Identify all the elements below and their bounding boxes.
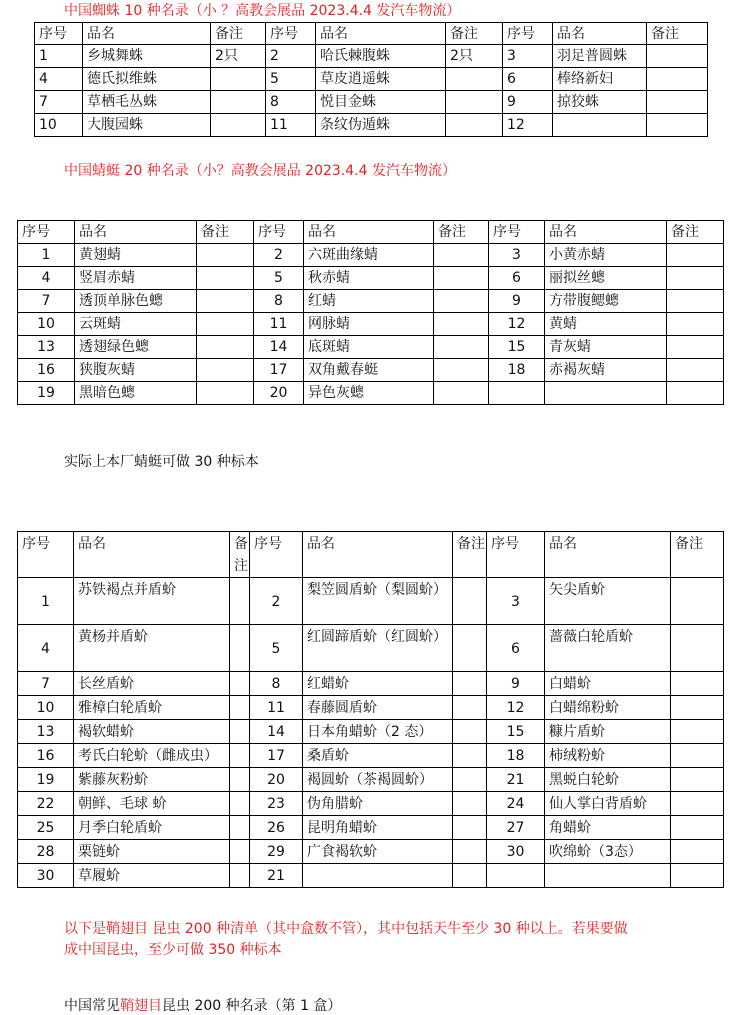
name-cell: 青灰蜻 bbox=[545, 336, 667, 359]
number-cell: 3 bbox=[489, 244, 545, 267]
number-cell: 2 bbox=[250, 578, 303, 625]
remark-cell bbox=[671, 792, 724, 816]
remark-cell bbox=[647, 68, 708, 91]
name-cell: 六斑曲缘蜻 bbox=[304, 244, 434, 267]
name-cell: 伪角腊蚧 bbox=[303, 792, 453, 816]
number-cell: 13 bbox=[18, 720, 74, 744]
number-cell: 30 bbox=[487, 840, 545, 864]
remark-cell bbox=[211, 68, 266, 91]
number-cell: 15 bbox=[487, 720, 545, 744]
number-cell: 20 bbox=[250, 768, 303, 792]
number-cell bbox=[489, 382, 545, 405]
remark-cell bbox=[434, 244, 489, 267]
remark-cell bbox=[671, 744, 724, 768]
dragonfly-table bbox=[17, 220, 724, 405]
number-cell: 20 bbox=[254, 382, 304, 405]
name-cell: 赤褐灰蜻 bbox=[545, 359, 667, 382]
table-row bbox=[18, 816, 724, 840]
number-cell bbox=[487, 864, 545, 888]
number-cell: 4 bbox=[18, 267, 75, 290]
name-cell: 广食褐软蚧 bbox=[303, 840, 453, 864]
beetle-note-line2: 成中国昆虫，至少可做 350 种标本 bbox=[64, 942, 282, 958]
name-cell: 矢尖盾蚧 bbox=[545, 578, 671, 625]
table-row bbox=[18, 625, 724, 672]
name-cell: 棒络新妇 bbox=[553, 68, 647, 91]
header-cell: 序号 bbox=[18, 221, 75, 244]
number-cell: 24 bbox=[487, 792, 545, 816]
name-cell: 黄蜻 bbox=[545, 313, 667, 336]
header-cell: 备注 bbox=[647, 23, 708, 45]
dragonfly-note: 实际上本厂蜻蜓可做 30 种标本 bbox=[64, 454, 259, 470]
remark-cell bbox=[230, 816, 250, 840]
name-cell: 黑暗色蟌 bbox=[75, 382, 197, 405]
number-cell: 7 bbox=[18, 672, 74, 696]
remark-cell bbox=[667, 267, 724, 290]
number-cell: 9 bbox=[489, 290, 545, 313]
name-cell: 双角戴春蜓 bbox=[304, 359, 434, 382]
header-cell: 品名 bbox=[553, 23, 647, 45]
remark-cell bbox=[197, 359, 254, 382]
number-cell: 9 bbox=[503, 91, 553, 114]
name-cell: 云斑蜻 bbox=[75, 313, 197, 336]
remark-cell bbox=[446, 68, 503, 91]
number-cell: 25 bbox=[18, 816, 74, 840]
number-cell: 3 bbox=[487, 578, 545, 625]
name-cell: 异色灰蟌 bbox=[304, 382, 434, 405]
name-cell: 乡城舞蛛 bbox=[83, 45, 211, 68]
number-cell: 7 bbox=[35, 91, 83, 114]
name-cell: 哈氏棘腹蛛 bbox=[316, 45, 446, 68]
name-cell: 苏铁褐点并盾蚧 bbox=[74, 578, 230, 625]
name-cell: 日本角蜡蚧（2 态） bbox=[303, 720, 453, 744]
remark-cell bbox=[230, 768, 250, 792]
number-cell: 21 bbox=[250, 864, 303, 888]
name-cell: 糠片盾蚧 bbox=[545, 720, 671, 744]
remark-cell bbox=[671, 840, 724, 864]
number-cell: 11 bbox=[266, 114, 316, 137]
remark-cell bbox=[230, 578, 250, 625]
header-cell: 品名 bbox=[74, 532, 230, 578]
name-cell bbox=[303, 864, 453, 888]
remark-cell bbox=[197, 313, 254, 336]
remark-cell bbox=[671, 816, 724, 840]
table-row bbox=[18, 744, 724, 768]
number-cell: 11 bbox=[250, 696, 303, 720]
table-row bbox=[18, 840, 724, 864]
name-cell: 栗链蚧 bbox=[74, 840, 230, 864]
number-cell: 14 bbox=[250, 720, 303, 744]
remark-cell bbox=[667, 336, 724, 359]
header-cell: 品名 bbox=[316, 23, 446, 45]
remark-cell: 2只 bbox=[446, 45, 503, 68]
header-cell: 备注 bbox=[197, 221, 254, 244]
number-cell: 6 bbox=[489, 267, 545, 290]
number-cell: 8 bbox=[266, 91, 316, 114]
number-cell: 7 bbox=[18, 290, 75, 313]
beetle-title-highlight: 鞘翅目 bbox=[120, 998, 162, 1014]
remark-cell bbox=[434, 336, 489, 359]
table-row bbox=[18, 768, 724, 792]
header-cell: 备注 bbox=[453, 532, 487, 578]
remark-cell bbox=[671, 864, 724, 888]
remark-cell bbox=[671, 672, 724, 696]
number-cell: 15 bbox=[489, 336, 545, 359]
number-cell: 13 bbox=[18, 336, 75, 359]
name-cell: 红蜻 bbox=[304, 290, 434, 313]
beetle-title-prefix: 中国常见 bbox=[64, 998, 120, 1014]
number-cell: 29 bbox=[250, 840, 303, 864]
table-row bbox=[18, 672, 724, 696]
remark-cell bbox=[453, 720, 487, 744]
remark-cell bbox=[647, 91, 708, 114]
number-cell: 6 bbox=[503, 68, 553, 91]
name-cell: 黄翅蜻 bbox=[75, 244, 197, 267]
number-cell: 2 bbox=[254, 244, 304, 267]
remark-cell bbox=[667, 244, 724, 267]
name-cell: 底斑蜻 bbox=[304, 336, 434, 359]
name-cell: 蔷薇白轮盾蚧 bbox=[545, 625, 671, 672]
name-cell: 方带腹鳃蟌 bbox=[545, 290, 667, 313]
beetle-title-suffix: 昆虫 200 种名录（第 1 盒） bbox=[162, 998, 342, 1014]
remark-cell bbox=[453, 744, 487, 768]
name-cell: 条纹伪遁蛛 bbox=[316, 114, 446, 137]
number-cell: 12 bbox=[503, 114, 553, 137]
beetle-note-line1: 以下是鞘翅目 昆虫 200 种清单（其中盒数不管），其中包括天牛至少 30 种以上。若果要做 bbox=[64, 921, 628, 937]
table-row bbox=[18, 244, 724, 267]
name-cell: 透翅绿色蟌 bbox=[75, 336, 197, 359]
remark-cell bbox=[230, 744, 250, 768]
remark-cell bbox=[230, 625, 250, 672]
remark-cell bbox=[434, 359, 489, 382]
spider-table bbox=[34, 22, 708, 137]
header-cell: 品名 bbox=[545, 221, 667, 244]
number-cell: 1 bbox=[18, 578, 74, 625]
number-cell: 18 bbox=[489, 359, 545, 382]
remark-cell bbox=[434, 382, 489, 405]
number-cell: 16 bbox=[18, 744, 74, 768]
number-cell: 4 bbox=[18, 625, 74, 672]
name-cell: 小黄赤蜻 bbox=[545, 244, 667, 267]
number-cell: 5 bbox=[266, 68, 316, 91]
number-cell: 27 bbox=[487, 816, 545, 840]
number-cell: 19 bbox=[18, 382, 75, 405]
remark-cell bbox=[434, 313, 489, 336]
remark-cell bbox=[453, 768, 487, 792]
header-cell: 序号 bbox=[35, 23, 83, 45]
remark-cell bbox=[197, 244, 254, 267]
remark-cell bbox=[211, 91, 266, 114]
table-row bbox=[18, 578, 724, 625]
remark-cell bbox=[453, 696, 487, 720]
header-cell: 备注 bbox=[667, 221, 724, 244]
remark-cell bbox=[230, 672, 250, 696]
header-cell: 序号 bbox=[503, 23, 553, 45]
number-cell: 5 bbox=[254, 267, 304, 290]
header-cell: 备注 bbox=[211, 23, 266, 45]
number-cell: 19 bbox=[18, 768, 74, 792]
table-row bbox=[18, 696, 724, 720]
name-cell: 考氏白轮蚧（雌成虫） bbox=[74, 744, 230, 768]
remark-cell bbox=[453, 840, 487, 864]
header-cell: 序号 bbox=[254, 221, 304, 244]
name-cell: 褐软蜡蚧 bbox=[74, 720, 230, 744]
header-cell: 序号 bbox=[250, 532, 303, 578]
remark-cell bbox=[230, 792, 250, 816]
remark-cell bbox=[453, 672, 487, 696]
header-row bbox=[18, 221, 724, 244]
remark-cell bbox=[434, 290, 489, 313]
table-row bbox=[18, 720, 724, 744]
number-cell: 3 bbox=[503, 45, 553, 68]
remark-cell bbox=[671, 625, 724, 672]
remark-cell bbox=[197, 290, 254, 313]
name-cell: 黑蜕白轮蚧 bbox=[545, 768, 671, 792]
name-cell: 网脉蜻 bbox=[304, 313, 434, 336]
number-cell: 17 bbox=[254, 359, 304, 382]
name-cell: 紫藤灰粉蚧 bbox=[74, 768, 230, 792]
beetle-list-title bbox=[64, 997, 341, 1015]
name-cell: 角蜡蚧 bbox=[545, 816, 671, 840]
remark-cell: 2只 bbox=[211, 45, 266, 68]
table-row bbox=[18, 313, 724, 336]
header-cell: 序号 bbox=[266, 23, 316, 45]
remark-cell bbox=[211, 114, 266, 137]
number-cell: 22 bbox=[18, 792, 74, 816]
header-cell: 序号 bbox=[18, 532, 74, 578]
name-cell: 白蜡绵粉蚧 bbox=[545, 696, 671, 720]
name-cell: 吹绵蚧（3态） bbox=[545, 840, 671, 864]
name-cell: 桑盾蚧 bbox=[303, 744, 453, 768]
number-cell: 8 bbox=[250, 672, 303, 696]
remark-cell bbox=[671, 578, 724, 625]
name-cell: 丽拟丝蟌 bbox=[545, 267, 667, 290]
header-cell: 品名 bbox=[545, 532, 671, 578]
number-cell: 10 bbox=[18, 696, 74, 720]
name-cell: 长丝盾蚧 bbox=[74, 672, 230, 696]
number-cell: 5 bbox=[250, 625, 303, 672]
table-row bbox=[18, 792, 724, 816]
name-cell bbox=[545, 864, 671, 888]
number-cell: 14 bbox=[254, 336, 304, 359]
number-cell: 21 bbox=[487, 768, 545, 792]
number-cell: 10 bbox=[35, 114, 83, 137]
scale-insect-table bbox=[17, 531, 724, 888]
name-cell bbox=[553, 114, 647, 137]
remark-cell bbox=[230, 696, 250, 720]
table-row bbox=[35, 114, 708, 137]
name-cell: 透顶单脉色蟌 bbox=[75, 290, 197, 313]
table-row bbox=[18, 382, 724, 405]
name-cell: 德氏拟维蛛 bbox=[83, 68, 211, 91]
remark-cell bbox=[667, 359, 724, 382]
number-cell: 8 bbox=[254, 290, 304, 313]
header-cell: 品名 bbox=[83, 23, 211, 45]
number-cell: 23 bbox=[250, 792, 303, 816]
number-cell: 18 bbox=[487, 744, 545, 768]
table-row bbox=[18, 336, 724, 359]
remark-cell bbox=[230, 840, 250, 864]
remark-cell bbox=[671, 720, 724, 744]
name-cell: 秋赤蜻 bbox=[304, 267, 434, 290]
name-cell: 朝鲜、毛球 蚧 bbox=[74, 792, 230, 816]
number-cell: 17 bbox=[250, 744, 303, 768]
name-cell: 红蜡蚧 bbox=[303, 672, 453, 696]
remark-cell bbox=[647, 114, 708, 137]
header-cell: 备注 bbox=[230, 532, 250, 578]
number-cell: 1 bbox=[35, 45, 83, 68]
name-cell: 竖眉赤蜻 bbox=[75, 267, 197, 290]
remark-cell bbox=[197, 336, 254, 359]
name-cell: 悦目金蛛 bbox=[316, 91, 446, 114]
name-cell: 昆明角蜡蚧 bbox=[303, 816, 453, 840]
header-cell: 备注 bbox=[446, 23, 503, 45]
name-cell: 白蜡蚧 bbox=[545, 672, 671, 696]
remark-cell bbox=[453, 816, 487, 840]
header-cell: 品名 bbox=[303, 532, 453, 578]
remark-cell bbox=[667, 290, 724, 313]
name-cell: 褐圆蚧（茶褐圆蚧） bbox=[303, 768, 453, 792]
name-cell: 梨笠圆盾蚧（梨圆蚧） bbox=[303, 578, 453, 625]
name-cell: 羽足普圆蛛 bbox=[553, 45, 647, 68]
remark-cell bbox=[453, 864, 487, 888]
name-cell: 雅樟白轮盾蚧 bbox=[74, 696, 230, 720]
remark-cell bbox=[434, 267, 489, 290]
table-row bbox=[35, 45, 708, 68]
number-cell: 28 bbox=[18, 840, 74, 864]
number-cell: 2 bbox=[266, 45, 316, 68]
remark-cell bbox=[647, 45, 708, 68]
remark-cell bbox=[667, 313, 724, 336]
name-cell: 黄杨并盾蚧 bbox=[74, 625, 230, 672]
number-cell: 30 bbox=[18, 864, 74, 888]
remark-cell bbox=[453, 578, 487, 625]
remark-cell bbox=[230, 864, 250, 888]
number-cell: 9 bbox=[487, 672, 545, 696]
number-cell: 16 bbox=[18, 359, 75, 382]
remark-cell bbox=[446, 91, 503, 114]
number-cell: 11 bbox=[254, 313, 304, 336]
number-cell: 4 bbox=[35, 68, 83, 91]
name-cell: 掠狡蛛 bbox=[553, 91, 647, 114]
remark-cell bbox=[667, 382, 724, 405]
table-row bbox=[35, 91, 708, 114]
header-cell: 品名 bbox=[304, 221, 434, 244]
header-cell: 序号 bbox=[487, 532, 545, 578]
table-row bbox=[18, 864, 724, 888]
header-cell: 品名 bbox=[75, 221, 197, 244]
number-cell: 6 bbox=[487, 625, 545, 672]
name-cell: 仙人掌白背盾蚧 bbox=[545, 792, 671, 816]
name-cell: 狭腹灰蜻 bbox=[75, 359, 197, 382]
remark-cell bbox=[671, 696, 724, 720]
number-cell: 26 bbox=[250, 816, 303, 840]
header-cell: 序号 bbox=[489, 221, 545, 244]
name-cell: 草皮逍遥蛛 bbox=[316, 68, 446, 91]
header-row bbox=[18, 532, 724, 578]
spider-list-title: 中国蜘蛛 10 种名录（小 ？高教会展品 2023.4.4 发汽车物流） bbox=[64, 3, 461, 19]
name-cell: 柿绒粉蚧 bbox=[545, 744, 671, 768]
remark-cell bbox=[453, 792, 487, 816]
number-cell: 10 bbox=[18, 313, 75, 336]
name-cell: 月季白轮盾蚧 bbox=[74, 816, 230, 840]
header-row bbox=[35, 23, 708, 45]
remark-cell bbox=[453, 625, 487, 672]
name-cell: 春藤圆盾蚧 bbox=[303, 696, 453, 720]
number-cell: 12 bbox=[489, 313, 545, 336]
remark-cell bbox=[197, 382, 254, 405]
table-row bbox=[18, 267, 724, 290]
table-row bbox=[18, 359, 724, 382]
name-cell: 红圆蹄盾蚧（红圆蚧） bbox=[303, 625, 453, 672]
table-row bbox=[35, 68, 708, 91]
table-row bbox=[18, 290, 724, 313]
header-cell: 备注 bbox=[434, 221, 489, 244]
name-cell: 大腹园蛛 bbox=[83, 114, 211, 137]
remark-cell bbox=[671, 768, 724, 792]
number-cell: 1 bbox=[18, 244, 75, 267]
remark-cell bbox=[446, 114, 503, 137]
remark-cell bbox=[230, 720, 250, 744]
name-cell: 草栖毛丛蛛 bbox=[83, 91, 211, 114]
number-cell: 12 bbox=[487, 696, 545, 720]
remark-cell bbox=[197, 267, 254, 290]
name-cell bbox=[545, 382, 667, 405]
header-cell: 备注 bbox=[671, 532, 724, 578]
name-cell: 草履蚧 bbox=[74, 864, 230, 888]
dragonfly-list-title: 中国蜻蜓 20 种名录（小？高教会展品 2023.4.4 发汽车物流） bbox=[64, 163, 456, 179]
